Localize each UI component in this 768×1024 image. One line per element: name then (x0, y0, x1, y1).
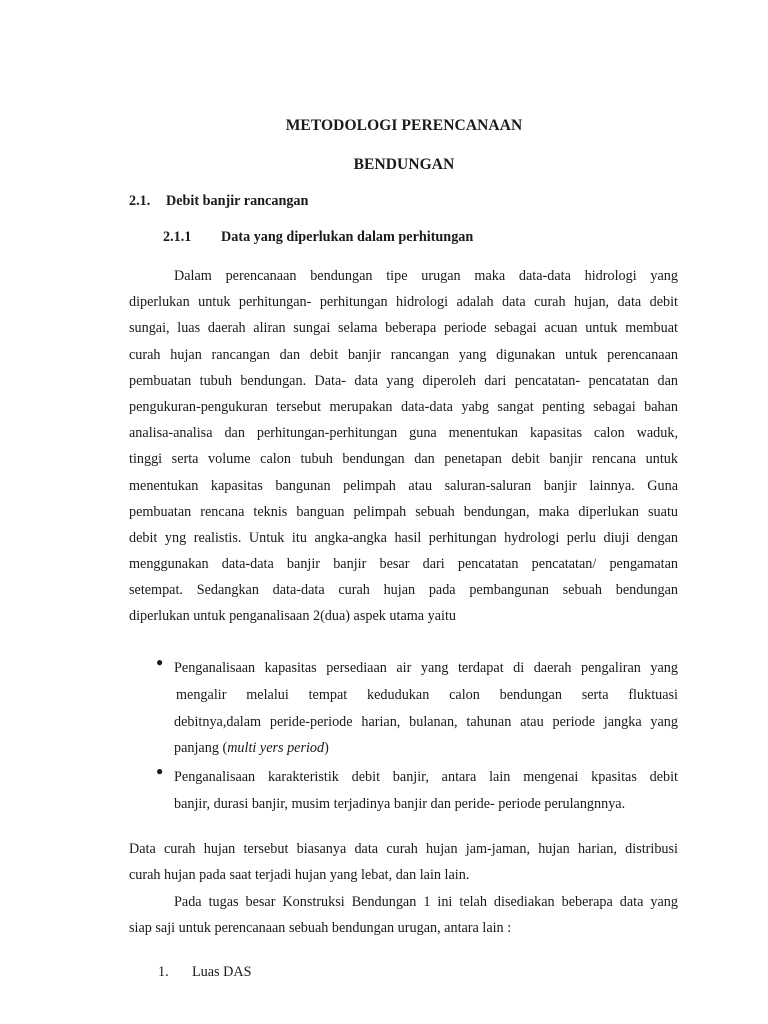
paragraph-1 (129, 263, 678, 630)
list-item-number: 1. (158, 964, 169, 980)
bullet-icon: ● (156, 655, 164, 669)
section-number: 2.1. (129, 193, 151, 209)
paragraph-line: tinggi serta volume calon tubuh bendungan dan penetapan debit banjir rencana untuk (129, 451, 678, 468)
bullet-line: mengalir melalui tempat kedudukan calon bendungan serta fluktuasi (176, 686, 678, 703)
bullet-line-italic: panjang (multi yers period) (174, 740, 329, 757)
list-item-text: Luas DAS (192, 964, 252, 980)
paragraph-line: curah hujan pada saat terjadi hujan yang lebat, dan lain lain. (129, 867, 470, 883)
paragraph-line: setempat. Sedangkan data-data curah hujan pada pembangunan sebuah bendungan (129, 582, 678, 599)
bullet-item-2 (129, 764, 678, 818)
paragraph-line: analisa-analisa dan perhitungan-perhitungan guna menentukan kapasitas calon waduk, (129, 425, 678, 442)
document-title-line2: BENDUNGAN (353, 156, 455, 173)
bullet-line: Penganalisaan kapasitas persediaan air yang terdapat di daerah pengaliran yang (174, 660, 678, 676)
paragraph-line: pengukuran-pengukuran tersebut merupakan data-data yabg sangat penting sebagai bahan (129, 398, 678, 415)
bullet-item-1 (129, 655, 678, 762)
bullet-line: debitnya,dalam peride-periode harian, bulanan, tahunan atau periode jangka yang (174, 713, 678, 730)
paragraph-line: Data curah hujan tersebut biasanya data curah hujan jam-jaman, hujan harian, distribusi (129, 841, 678, 857)
paragraph-line: sungai, luas daerah aliran sungai selama beberapa periode sebagai acuan untuk membuat (129, 320, 678, 337)
bullet-line: Penganalisaan karakteristik debit banjir, antara lain mengenai kpasitas debit (174, 769, 678, 785)
bullet-list (129, 655, 678, 762)
paragraph-line: diperlukan untuk penganalisaan 2(dua) aspek utama yaitu (129, 608, 456, 625)
section-title: Debit banjir rancangan (166, 193, 309, 209)
paragraph-line: pembuatan rencana teknis banguan pelimpah sebuah bendungan, maka diperlukan suatu (129, 503, 678, 520)
paragraph-line: Pada tugas besar Konstruksi Bendungan 1 ini telah disediakan beberapa data yang (174, 894, 678, 910)
paragraph-line: Dalam perencanaan bendungan tipe urugan maka data-data hidrologi yang (174, 268, 678, 284)
paragraph-3 (129, 889, 678, 941)
paragraph-line: pembuatan tubuh bendungan. Data- data yang diperoleh dari pencatatan- pencatatan dan (129, 372, 678, 389)
paragraph-line: curah hujan rancangan dan debit banjir rancangan yang digunakan untuk perencanaan (129, 346, 678, 363)
paragraph-line: siap saji untuk perencanaan sebuah bendungan urugan, antara lain : (129, 920, 512, 936)
paragraph-line: menentukan kapasitas bangunan pelimpah atau saluran-saluran banjir lainnya. Guna (129, 477, 678, 494)
paragraph-line: menggunakan data-data banjir banjir besar dari pencatatan pencatatan/ pengamatan (129, 556, 678, 573)
subsection-title: Data yang diperlukan dalam perhitungan (221, 229, 474, 245)
bullet-line: banjir, durasi banjir, musim terjadinya banjir dan peride- periode perulangnnya. (174, 795, 626, 812)
document-title-line1: METODOLOGI PERENCANAAN (285, 117, 523, 134)
bullet-list (129, 764, 678, 818)
paragraph-2 (129, 836, 678, 888)
paragraph-line: debit yng realistis. Untuk itu angka-angka hasil perhitungan hydrologi perlu diuji dengan (129, 529, 678, 546)
bullet-icon: ● (156, 764, 164, 778)
paragraph-line: diperlukan untuk perhitungan- perhitungan hidrologi adalah data curah hujan, data debit (129, 294, 678, 311)
subsection-number: 2.1.1 (163, 229, 192, 245)
